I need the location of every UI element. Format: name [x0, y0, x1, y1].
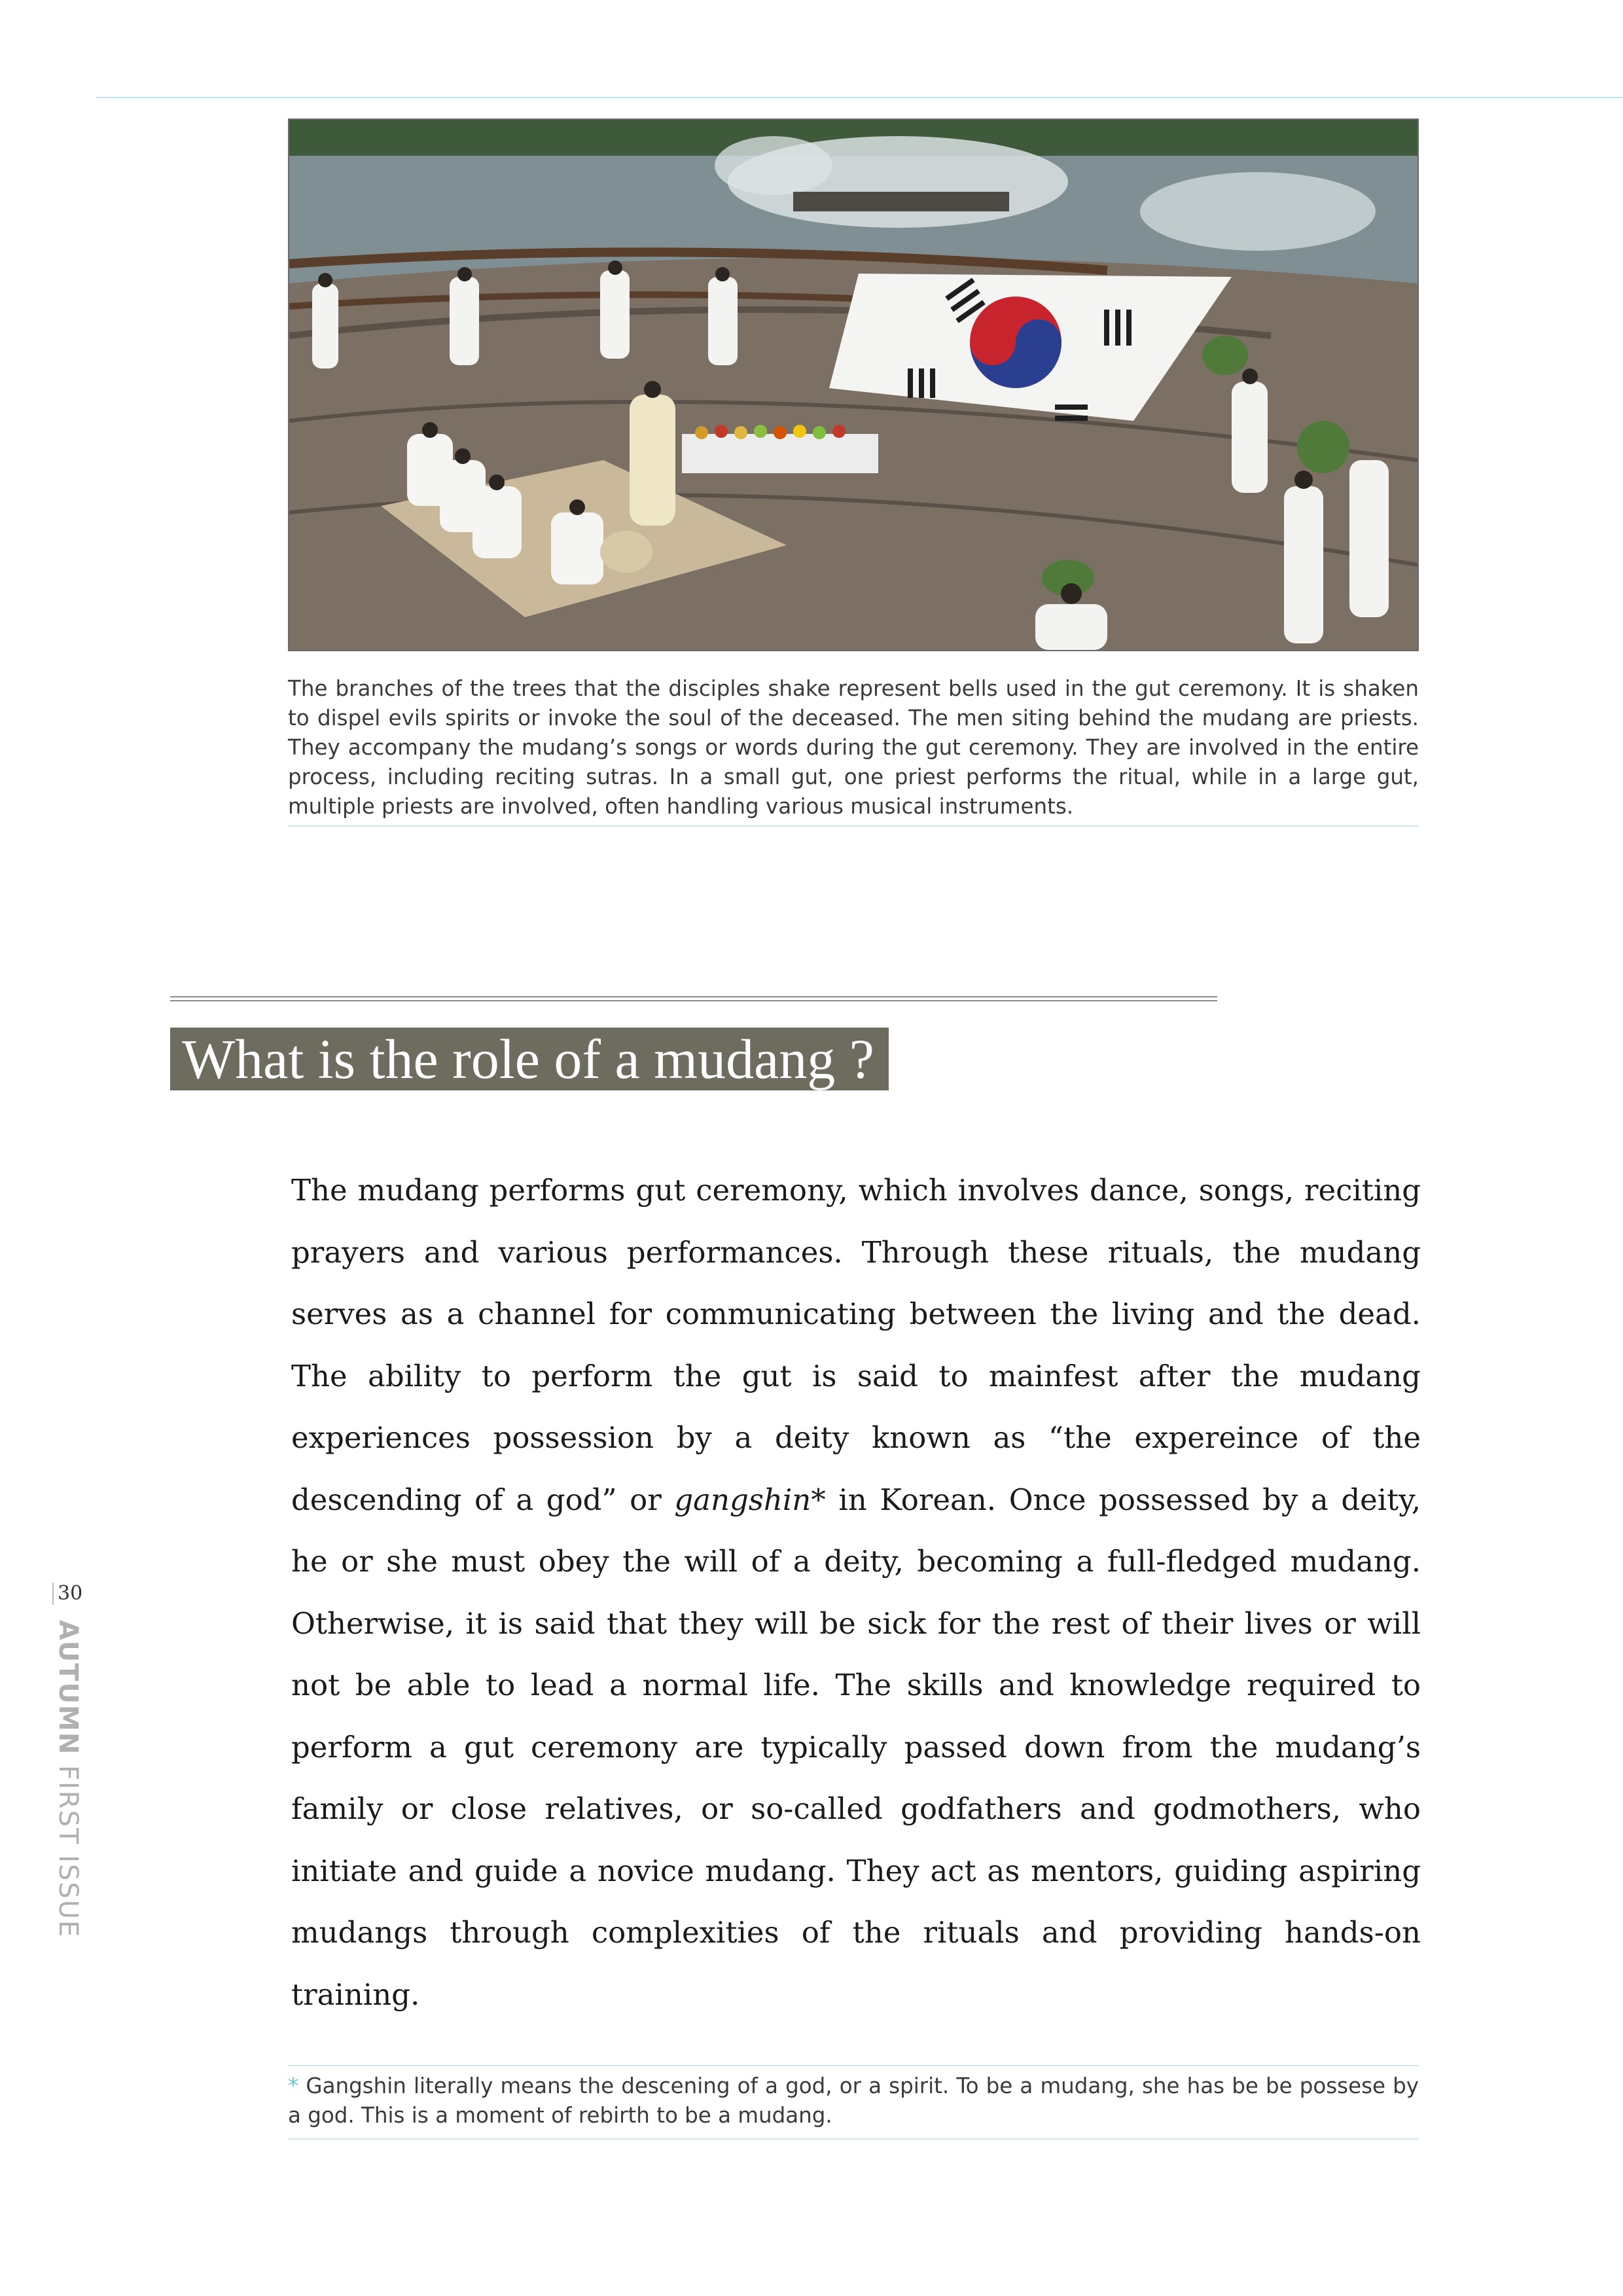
body-text-part2: in Korean. Once possessed by a deity, he or she must obey the will of a deity, becoming a full-fledged mudang. Otherwise, it is said that they will be sick for the rest of their lives or will not be able to lead a normal life. The skills and knowledge required to perform a gut ceremony are typically passed down from the mudang’s family or close relatives, or so-called godfathers and godmothers, who initiate and guide a novice mudang. They act as mentors, guiding aspiring mudangs through complexities of the rituals and providing hands-on training.	[291, 1482, 1421, 2012]
issue-name: FIRST ISSUE	[53, 1755, 83, 1939]
ceremony-photo	[288, 118, 1419, 651]
issue-season: AUTUMN	[53, 1620, 83, 1756]
issue-label	[52, 1620, 84, 1939]
top-rule	[96, 97, 1623, 98]
footnote-marker: *	[288, 2073, 299, 2098]
footnote	[288, 2065, 1419, 2140]
section-heading: What is the role of a mudang ?	[170, 1028, 889, 1090]
section-rule	[170, 996, 1217, 1001]
gangshin-term: gangshin*	[674, 1482, 826, 1517]
body-text-part1: The mudang performs gut ceremony, which involves dance, songs, reciting prayers and various performances. Through these rituals, the mudang serves as a channel for communicating between the living and the dead. The ability to perform the gut is said to mainfest after the mudang experiences possession by a deity known as “the expereince of the descending of a god” or	[291, 1173, 1421, 1517]
body-paragraph	[291, 1160, 1421, 2026]
footnote-text: Gangshin literally means the descening of a god, or a spirit. To be a mudang, she has be be possese by a god. This is a moment of rebirth to be a mudang.	[288, 2073, 1419, 2128]
page-number: 30	[52, 1583, 82, 1605]
photo-caption: The branches of the trees that the disciples shake represent bells used in the gut ceremony. It is shaken to dispel evils spirits or invoke the soul of the deceased. The men siting behind the mudang are priests. They accompany the mudang’s songs or words during the gut ceremony. They are involved in the entire process, including reciting sutras. In a small gut, one priest performs the ritual, while in a large gut, multiple priests are involved, often handling various musical instruments.	[288, 674, 1419, 827]
